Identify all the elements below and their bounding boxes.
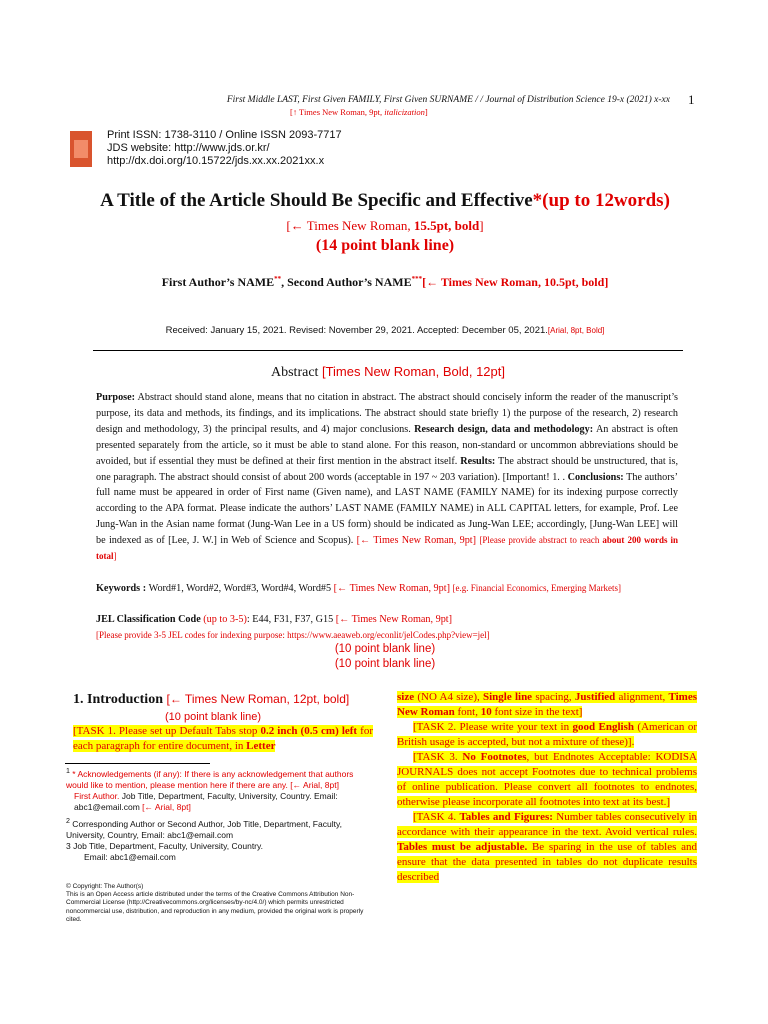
task3-text-a: [TASK 3. [413,751,463,763]
blank-line-10pt: (10 point blank line) [165,711,262,723]
rc-tnr: Times New Roman [397,691,698,718]
first-author: First Author’s NAME [161,275,275,289]
header-note-prefix: [↑ Times New Roman, 9pt, [290,107,385,117]
task2-text-c: (American or British usage is accepted, but not a mixture of these)]. [397,721,697,748]
journal-logo [70,131,92,167]
fn1-author-label: First Author. [74,790,120,801]
issn-line: Print ISSN: 1738-3110 / Online ISSN 2093-7717 [107,129,342,141]
second-author: Second Author’s NAME [287,275,412,289]
task3-text-b: No Footnotes [462,751,527,763]
footnote-first-author [66,791,376,813]
abstract-divider [93,350,683,351]
rc-10: 10 [480,706,492,718]
second-author-sup: *** [411,275,423,283]
header-format-note [290,107,428,117]
received-dates [60,325,710,336]
task-1-paragraph [73,724,373,754]
title-star: * [532,190,543,211]
abstract-length-note-b: about 200 words in total [96,535,679,562]
rc-size: size [397,691,415,703]
author-separator: , [281,275,288,289]
received-text: Received: January 15, 2021. Revised: November 29, 2021. Accepted: December 05, 2021. [165,325,548,336]
task1-text-b: 0.2 inch (0.5 cm) left [260,725,358,737]
footnote-divider [65,763,210,764]
rc-spacing: spacing, [532,691,575,703]
jel-line [96,614,678,625]
jel-label: JEL Classification Code [96,614,201,625]
abstract-heading-note: Times New Roman, Bold, 12pt [325,364,502,379]
task4-text-e: Be sparing in the use of tables and ensure that the data presented in tables do not duplicate results described [397,841,697,883]
first-author-sup: ** [274,275,282,283]
footnotes [66,766,376,863]
footnote-1 [66,766,376,791]
copyright-body: This is an Open Access article distributed under the terms of the Creative Commons Attribution Non-Commercial License (http://Creativecommons.org/licenses/by-nc/4.0/) which permits unrestricted noncommercial use, distribution, and reproduction in any medium, provided the original work is properly cited. [66,891,364,923]
fn1-author-note: [← Arial, 8pt] [142,801,191,812]
task1-text-d: Letter [246,740,276,752]
jel-url-note[interactable]: [Please provide 3-5 JEL codes for indexing purpose: https://www.aeaweb.org/econlit/jelCodes.php?view=jel] [96,630,490,640]
task-2-paragraph [397,720,697,750]
introduction-title: 1. Introduction [73,692,167,707]
title-text: A Title of the Article Should Be Specific and Effective [100,190,533,211]
task-3-paragraph [397,750,697,810]
blank-line-14pt: (14 point blank line) [315,237,455,254]
rc-alignment: alignment, [615,691,669,703]
title-note-b: 15.5pt, bold [413,218,480,233]
task2-text-a: [TASK 2. Please write your text in [413,721,573,733]
design-text: An abstract is often presented separately from the article, so it must be able to stand alone. For this reason, non-standard or uncommon abbreviations should be avoided, but if essential they must be defined at their first mention in the abstract itself. [96,423,678,467]
task2-text-b: good English [572,721,634,733]
keywords-text: Word#1, Word#2, Word#3, Word#4, Word#5 [148,583,334,594]
task1-text-a: [TASK 1. Please set up Default Tabs stop [73,725,261,737]
received-format-note: [Arial, 8pt, Bold] [547,326,605,335]
rc-font-size: font size in the text] [491,706,583,718]
rc-single-line: Single line [482,691,533,703]
conclusions-label: Conclusions: [567,471,624,483]
abstract-note-open: [ [321,364,326,379]
footnote-3-email: Email: abc1@email.com [84,851,176,862]
copyright-line: © Copyright: The Author(s) [66,883,144,890]
blank-line-10pt: (10 point blank line) [334,643,436,655]
running-header: First Middle LAST, First Given FAMILY, First Given SURNAME / / Journal of Distribution Science 19-x (2021) x-xx [226,95,670,105]
task4-text-b: Tables and Figures: [459,811,553,823]
rc-justified: Justified [574,691,616,703]
fn1-number: 1 [66,767,70,775]
jel-limit: (up to 3-5) [200,614,247,625]
introduction-format-note: [← Times New Roman, 12pt, bold] [166,692,350,706]
task4-text-a: [TASK 4. [413,811,460,823]
abstract-length-note-a: [Please provide abstract to reach [479,535,603,546]
task4-text-d: Tables must be adjustable. [397,841,528,853]
title-word-limit: (up to 12words) [542,190,670,211]
footnote-2 [66,816,376,841]
task4-text-c: Number tables consecutively in accordance with their appearance in the text. Avoid vertical rules. [397,811,697,838]
abstract-body [96,390,678,565]
footnote-3: 3 Job Title, Department, Faculty, University, Country. [66,840,263,851]
title-note-a: [← Times New Roman, [286,218,414,233]
rc-no-a4: (NO A4 size), [414,691,483,703]
author-line [60,275,710,290]
fn2-text: Corresponding Author or Second Author, Job Title, Department, Faculty, University, Country, Email: abc1@email.com [66,818,342,840]
fn2-number: 2 [66,816,70,825]
jel-codes: : E44, F31, F37, G15 [246,614,336,625]
journal-info [107,129,342,168]
results-label: Results: [460,455,496,467]
website-link[interactable]: JDS website: http://www.jds.or.kr/ [107,142,270,154]
rc-font: font, [454,706,481,718]
purpose-label: Purpose: [96,392,136,403]
abstract-note-close: ] [501,364,505,379]
task3-text-c: , but Endnotes Acceptable: KODISA JOURNALS does not accept Footnotes due to technical problems of online publication. Please convert all footnotes to endnotes, otherwise please incorporate all footnotes into text at its best.] [397,751,697,808]
keywords-line [96,583,678,594]
introduction-heading [73,692,349,708]
blank-line-10pt: (10 point blank line) [334,658,436,670]
fn1-author-text: Job Title, Department, Faculty, University, Country. Email: abc1@email.com [74,790,338,812]
author-format-note: [← Times New Roman, 10.5pt, bold] [422,275,609,289]
keywords-label: Keywords : [96,583,149,594]
abstract-format-note: [← Times New Roman, 9pt] [356,535,477,547]
header-note-suffix: ] [424,107,428,117]
keywords-format-note: [← Times New Roman, 9pt] [333,583,450,594]
copyright-notice [66,883,366,924]
doi-link[interactable]: http://dx.doi.org/10.15722/jds.xx.xx.2021xx.x [107,155,325,167]
task-1-continued [397,690,697,720]
title-note-c: ] [479,218,484,233]
conclusions-text: The authors’ full name must be appeared in order of First name (Given name), and LAST NAME (FAMILY NAME) for its indexing purpose correctly according to the APA format. Please indicate the authors’ LAST NAME (FAMILY NAME) in ALL CAPITAL letters, for example, Prof. Lee Jung-Wan in the Asian name format (Jung-Wan Lee in a US form) should be indicated as Jung-Wan LEE; accordingly, [Jung-Wan LEE] will be indexed as of [Lee, J. W.] in Web of Science and Scopus). [96,471,678,547]
task-4-paragraph [397,810,697,885]
results-text: The abstract should be unstructured, that is, one paragraph. The abstract should consist of about 200 words (acceptable in 197 ~ 203 variation). [Important! 1. . [96,455,678,483]
keywords-example-note: [e.g. Financial Economics, Emerging Markets] [452,583,622,593]
right-column [397,690,697,885]
fn1-text: * Acknowledgements (if any): If there is any acknowledgement that authors would like to mention, please mention here if there are any. [← Arial, 8pt] [66,768,354,790]
title-format-note [60,218,710,234]
page-number: 1 [688,92,695,107]
purpose-text: Abstract should stand alone, means that no citation in abstract. The abstract should concisely inform the reader of the manuscript’s purpose, its data and methods, its findings, and its implications. The abstract should state briefly 1) the purpose of the research, 2) research design and methodology, 3) the principal results, and 4) major conclusions. [96,392,678,435]
abstract-heading [93,364,683,381]
article-title [60,190,710,212]
jel-format-note: [← Times New Roman, 9pt] [335,614,453,625]
design-label: Research design, data and methodology: [414,423,594,435]
abstract-heading-text: Abstract [271,365,322,380]
task1-text-c: for each paragraph for entire document, in [73,725,373,752]
header-note-italic: italicization [384,107,425,117]
abstract-length-note-c: ] [113,551,117,562]
